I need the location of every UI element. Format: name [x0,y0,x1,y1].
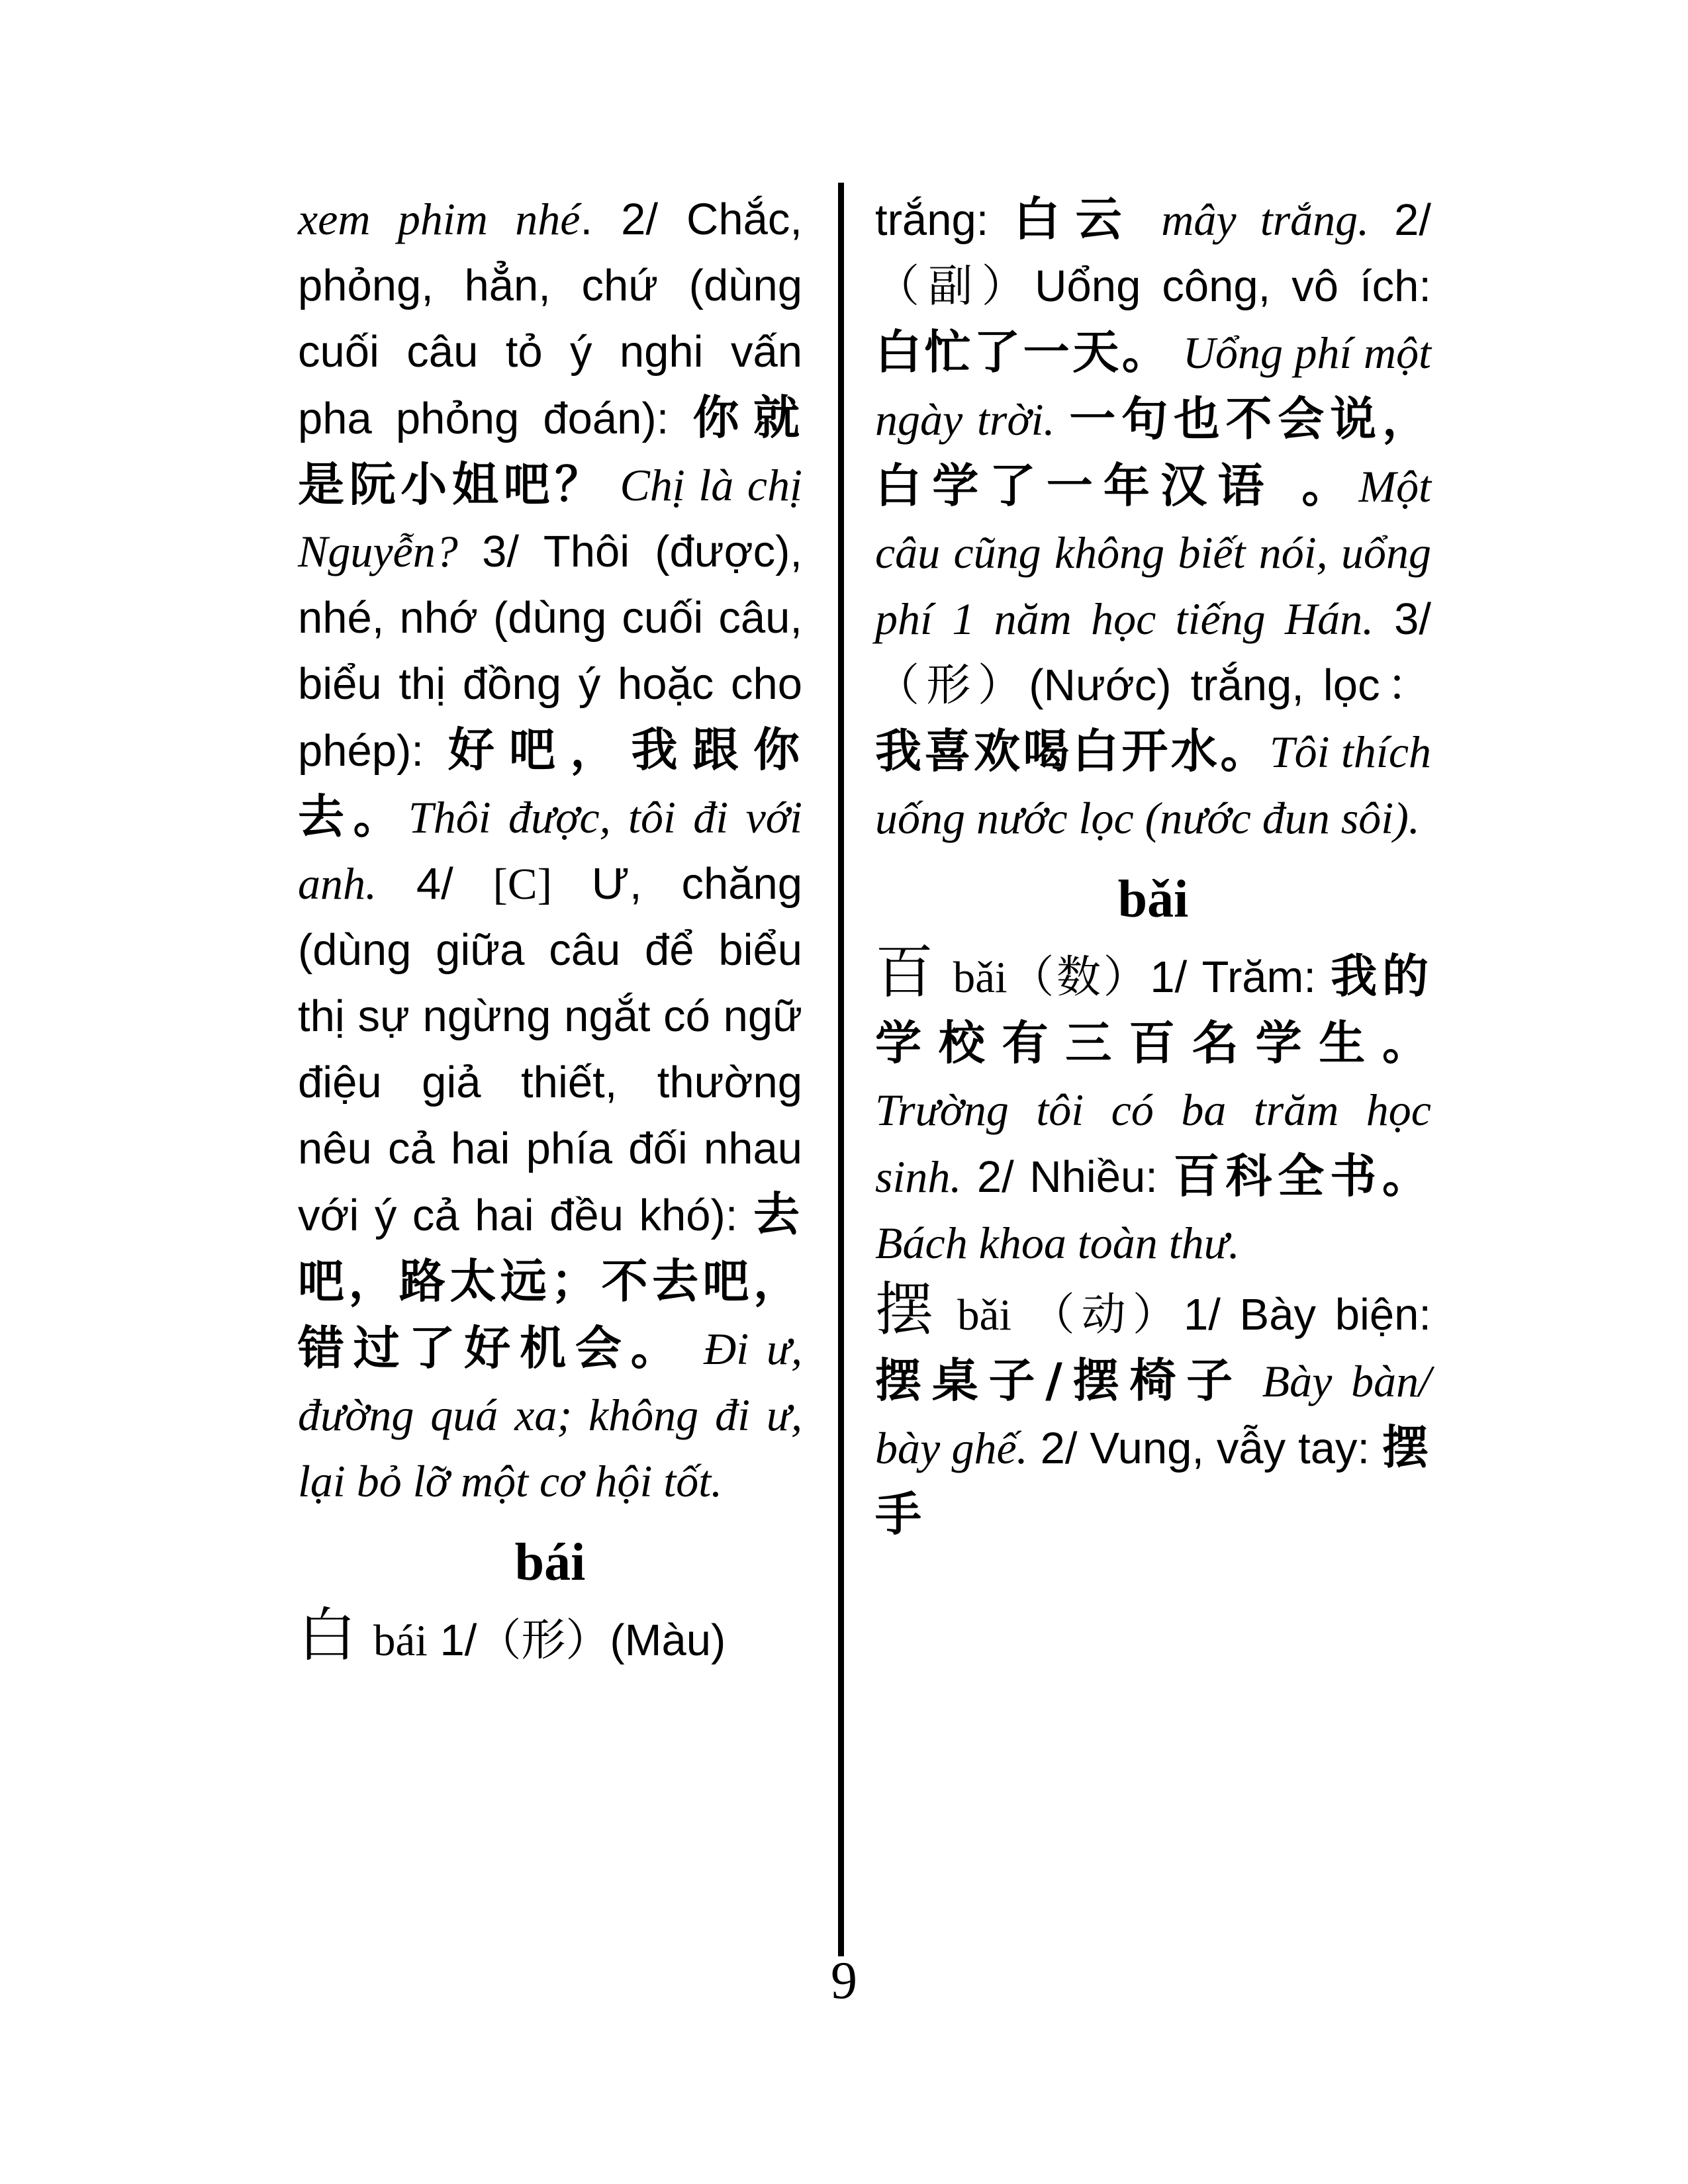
chinese-example: 我喜欢喝白开水。 [875,724,1270,778]
vietnamese-translation: mây trắng. [1137,195,1370,245]
chinese-example: 白忙了一天。 [875,325,1172,379]
chinese-example: 摆桌子/摆椅子 [875,1353,1243,1408]
headword: 百 [875,938,936,1006]
definition-text: [C] [492,860,552,909]
chinese-example: 你就是阮小姐吧？ [298,390,803,512]
definition-text: bǎi [953,953,1008,1002]
headword: 摆 [875,1275,941,1343]
vietnamese-translation: Một câu cũng không biết nói, uổng phí 1 năm học tiếng Hán. [875,461,1431,644]
definition-text: Ư, chăng (dùng giữa câu để biểu thị sự ngừng ngắt có ngữ điệu giả thiết, thường nêu cả hai phía đối nhau với ý cả hai đều khó): [298,859,802,1240]
right-column [875,187,1431,1549]
vietnamese-translation: Uổng phí một ngày trời. [875,328,1432,445]
definition-text: 2/ Nhiều: [961,1152,1174,1202]
entry-body [875,1291,1431,1540]
entry-continuation-ba [298,187,802,1515]
vietnamese-translation: Trường tôi có ba trăm học sinh. [875,1085,1431,1202]
definition-text: . 2/ Chắc, phỏng, hẳn, chứ (dùng cuối câu tỏ ý nghi vấn pha phỏng đoán): [298,195,802,443]
definition-text: 2/ Vung, vẫy tay: [1027,1424,1382,1473]
vietnamese-translation: Bách khoa toàn thư. [875,1218,1240,1268]
vietnamese-translation: Tôi thích uống nước lọc (nước đun sôi). [875,727,1432,843]
chinese-example: 去吧，路太远；不去吧，错过了好机会。 [298,1187,802,1375]
entry-continuation-bai [875,187,1431,852]
entry-body [373,1616,726,1665]
vietnamese-translation: Đi ư, đường quá xa; không đi ư, lại bỏ lỡ một cơ hội tốt. [298,1324,802,1506]
definition-text: 3/ Thôi (được), nhé, nhớ (dùng cuối câu, biểu thị đồng ý hoặc cho phép): [298,527,802,776]
entry-bai-hundred [875,939,1431,1277]
definition-text: bái [373,1616,428,1665]
definition-text: bǎi [957,1291,1011,1340]
definition-text: 1/（形）(Màu) [427,1615,726,1665]
section-heading-bai-3: bǎi [1117,870,1189,929]
definition-text: 3/ （形）(Nước) trắng, lọc： [875,594,1431,710]
vietnamese-translation: xem phim nhé [298,194,581,244]
definition-text: （数）1/ Trăm: [1007,952,1331,1002]
column-divider [838,183,844,1956]
vietnamese-translation: Chị là chị Nguyễn? [298,460,803,576]
chinese-example: 好吧，我跟你去。 [298,723,802,844]
definition-text: （动）1/ Bày biện: [1011,1290,1431,1340]
entry-bai-white [298,1602,802,1674]
section-heading-bai: bái [514,1533,586,1592]
vietnamese-translation: Bày bàn/ bày ghế. [875,1356,1431,1473]
chinese-example: 摆手 [875,1420,1431,1541]
entry-bai-arrange [875,1277,1431,1549]
definition-text: trắng: [875,195,1014,245]
left-column [298,187,802,1674]
entry-body [875,949,1431,1268]
definition-text: 2/（副）Uổng công, vô ích: [875,195,1431,311]
chinese-example: 一句也不会说，白学了一年汉语 。 [875,392,1431,513]
chinese-example: 白云 [1013,192,1137,246]
headword: 白 [298,1601,357,1669]
vietnamese-translation: Thôi được, tôi đi với anh. [298,792,802,909]
definition-text: 4/ [377,859,493,909]
chinese-example: 我的学校有三百名学生。 [875,949,1431,1070]
page-number: 9 [831,1952,857,2010]
chinese-example: 百科全书。 [1173,1149,1431,1203]
